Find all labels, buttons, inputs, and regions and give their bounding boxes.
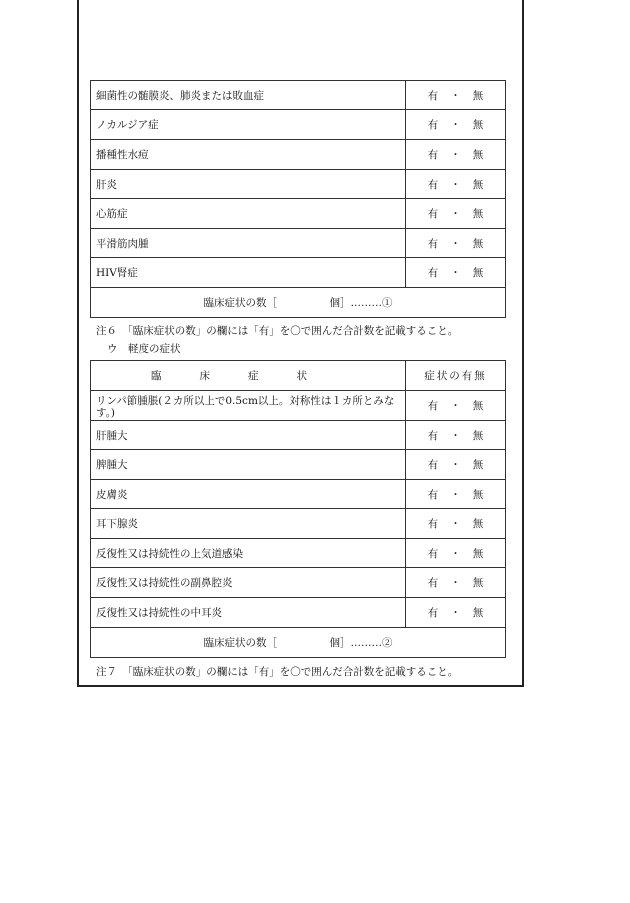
symptom-name: 平滑筋肉腫 (91, 229, 406, 258)
presence-choice[interactable] (406, 480, 506, 509)
no-option[interactable]: 無 (472, 459, 484, 471)
no-option[interactable]: 無 (472, 89, 484, 102)
no-option[interactable]: 無 (472, 518, 484, 530)
symptom-name: 皮膚炎 (91, 480, 406, 509)
presence-choice[interactable] (406, 568, 506, 598)
table-row (91, 258, 506, 288)
no-option[interactable]: 無 (472, 237, 484, 250)
table-row (91, 391, 506, 421)
yes-option[interactable]: 有 (427, 429, 439, 442)
presence-choice[interactable] (406, 598, 506, 628)
table-row (91, 81, 506, 110)
header-symptom: 臨床症状 (91, 361, 406, 391)
table-row (91, 568, 506, 598)
separator: ・ (450, 208, 461, 220)
yes-option[interactable]: 有 (427, 178, 439, 191)
note-7: 注７ 「臨床症状の数」の欄には「有」を〇で囲んだ合計数を記載すること。 (96, 666, 459, 678)
section-heading-mild: ウ 軽度の症状 (107, 343, 181, 355)
separator: ・ (450, 488, 461, 501)
no-option[interactable]: 無 (472, 119, 484, 131)
separator: ・ (450, 178, 461, 191)
symptom-name: リンパ節腫脹(２カ所以上で0.5cm以上。対称性は１カ所とみなす。) (91, 391, 406, 421)
yes-option[interactable]: 有 (427, 149, 439, 161)
separator: ・ (450, 267, 461, 279)
presence-choice[interactable] (406, 170, 506, 199)
symptom-name: HIV腎症 (91, 258, 406, 288)
presence-choice[interactable] (406, 229, 506, 258)
table-row (91, 170, 506, 199)
separator: ・ (450, 577, 461, 589)
yes-option[interactable]: 有 (427, 547, 439, 560)
symptom-name: 反復性又は持続性の副鼻腔炎 (91, 568, 406, 598)
symptom-count-field-1[interactable]: 臨床症状の数［ 個］………① (91, 288, 506, 318)
symptom-name: 心筋症 (91, 199, 406, 229)
presence-choice[interactable] (406, 81, 506, 110)
no-option[interactable]: 無 (472, 208, 484, 220)
no-option[interactable]: 無 (472, 577, 484, 589)
separator: ・ (450, 400, 461, 412)
yes-option[interactable]: 有 (427, 400, 439, 412)
symptom-name: 反復性又は持続性の中耳炎 (91, 598, 406, 628)
presence-choice[interactable] (406, 199, 506, 229)
symptom-name: 肝炎 (91, 170, 406, 199)
separator: ・ (450, 429, 461, 442)
table-row (91, 421, 506, 450)
separator: ・ (450, 607, 461, 619)
yes-option[interactable]: 有 (427, 577, 439, 589)
yes-option[interactable]: 有 (427, 518, 439, 530)
table-header-row (91, 361, 506, 391)
symptom-name: 細菌性の髄膜炎、肺炎または敗血症 (91, 81, 406, 110)
symptom-table-1 (90, 80, 506, 318)
separator: ・ (450, 89, 461, 102)
no-option[interactable]: 無 (472, 400, 484, 412)
yes-option[interactable]: 有 (427, 237, 439, 250)
presence-choice[interactable] (406, 140, 506, 170)
note-6: 注６ 「臨床症状の数」の欄には「有」を〇で囲んだ合計数を記載すること。 (96, 325, 459, 337)
no-option[interactable]: 無 (472, 149, 484, 161)
no-option[interactable]: 無 (472, 607, 484, 619)
separator: ・ (450, 149, 461, 161)
table-row (91, 539, 506, 568)
separator: ・ (450, 547, 461, 560)
symptom-name: ノカルジア症 (91, 110, 406, 140)
symptom-name: 播種性水痘 (91, 140, 406, 170)
symptom-count-field-2[interactable]: 臨床症状の数［ 個］………② (91, 628, 506, 658)
table-row (91, 229, 506, 258)
table-row (91, 110, 506, 140)
yes-option[interactable]: 有 (427, 488, 439, 501)
separator: ・ (450, 459, 461, 471)
total-row (91, 288, 506, 318)
table-row (91, 509, 506, 539)
yes-option[interactable]: 有 (427, 267, 439, 279)
presence-choice[interactable] (406, 450, 506, 480)
symptom-table-2 (90, 360, 506, 658)
separator: ・ (450, 518, 461, 530)
no-option[interactable]: 無 (472, 547, 484, 560)
symptom-name: 反復性又は持続性の上気道感染 (91, 539, 406, 568)
presence-choice[interactable] (406, 539, 506, 568)
table-row (91, 140, 506, 170)
symptom-name: 脾腫大 (91, 450, 406, 480)
table-row (91, 199, 506, 229)
presence-choice[interactable] (406, 391, 506, 421)
yes-option[interactable]: 有 (427, 89, 439, 102)
table-row (91, 480, 506, 509)
presence-choice[interactable] (406, 421, 506, 450)
no-option[interactable]: 無 (472, 488, 484, 501)
separator: ・ (450, 237, 461, 250)
yes-option[interactable]: 有 (427, 119, 439, 131)
separator: ・ (450, 119, 461, 131)
no-option[interactable]: 無 (472, 267, 484, 279)
yes-option[interactable]: 有 (427, 459, 439, 471)
presence-choice[interactable] (406, 110, 506, 140)
no-option[interactable]: 無 (472, 178, 484, 191)
yes-option[interactable]: 有 (427, 607, 439, 619)
header-presence: 症状の有無 (406, 361, 506, 391)
presence-choice[interactable] (406, 258, 506, 288)
symptom-name: 肝腫大 (91, 421, 406, 450)
yes-option[interactable]: 有 (427, 208, 439, 220)
table-row (91, 450, 506, 480)
presence-choice[interactable] (406, 509, 506, 539)
table-row (91, 598, 506, 628)
total-row (91, 628, 506, 658)
no-option[interactable]: 無 (472, 429, 484, 442)
symptom-name: 耳下腺炎 (91, 509, 406, 539)
